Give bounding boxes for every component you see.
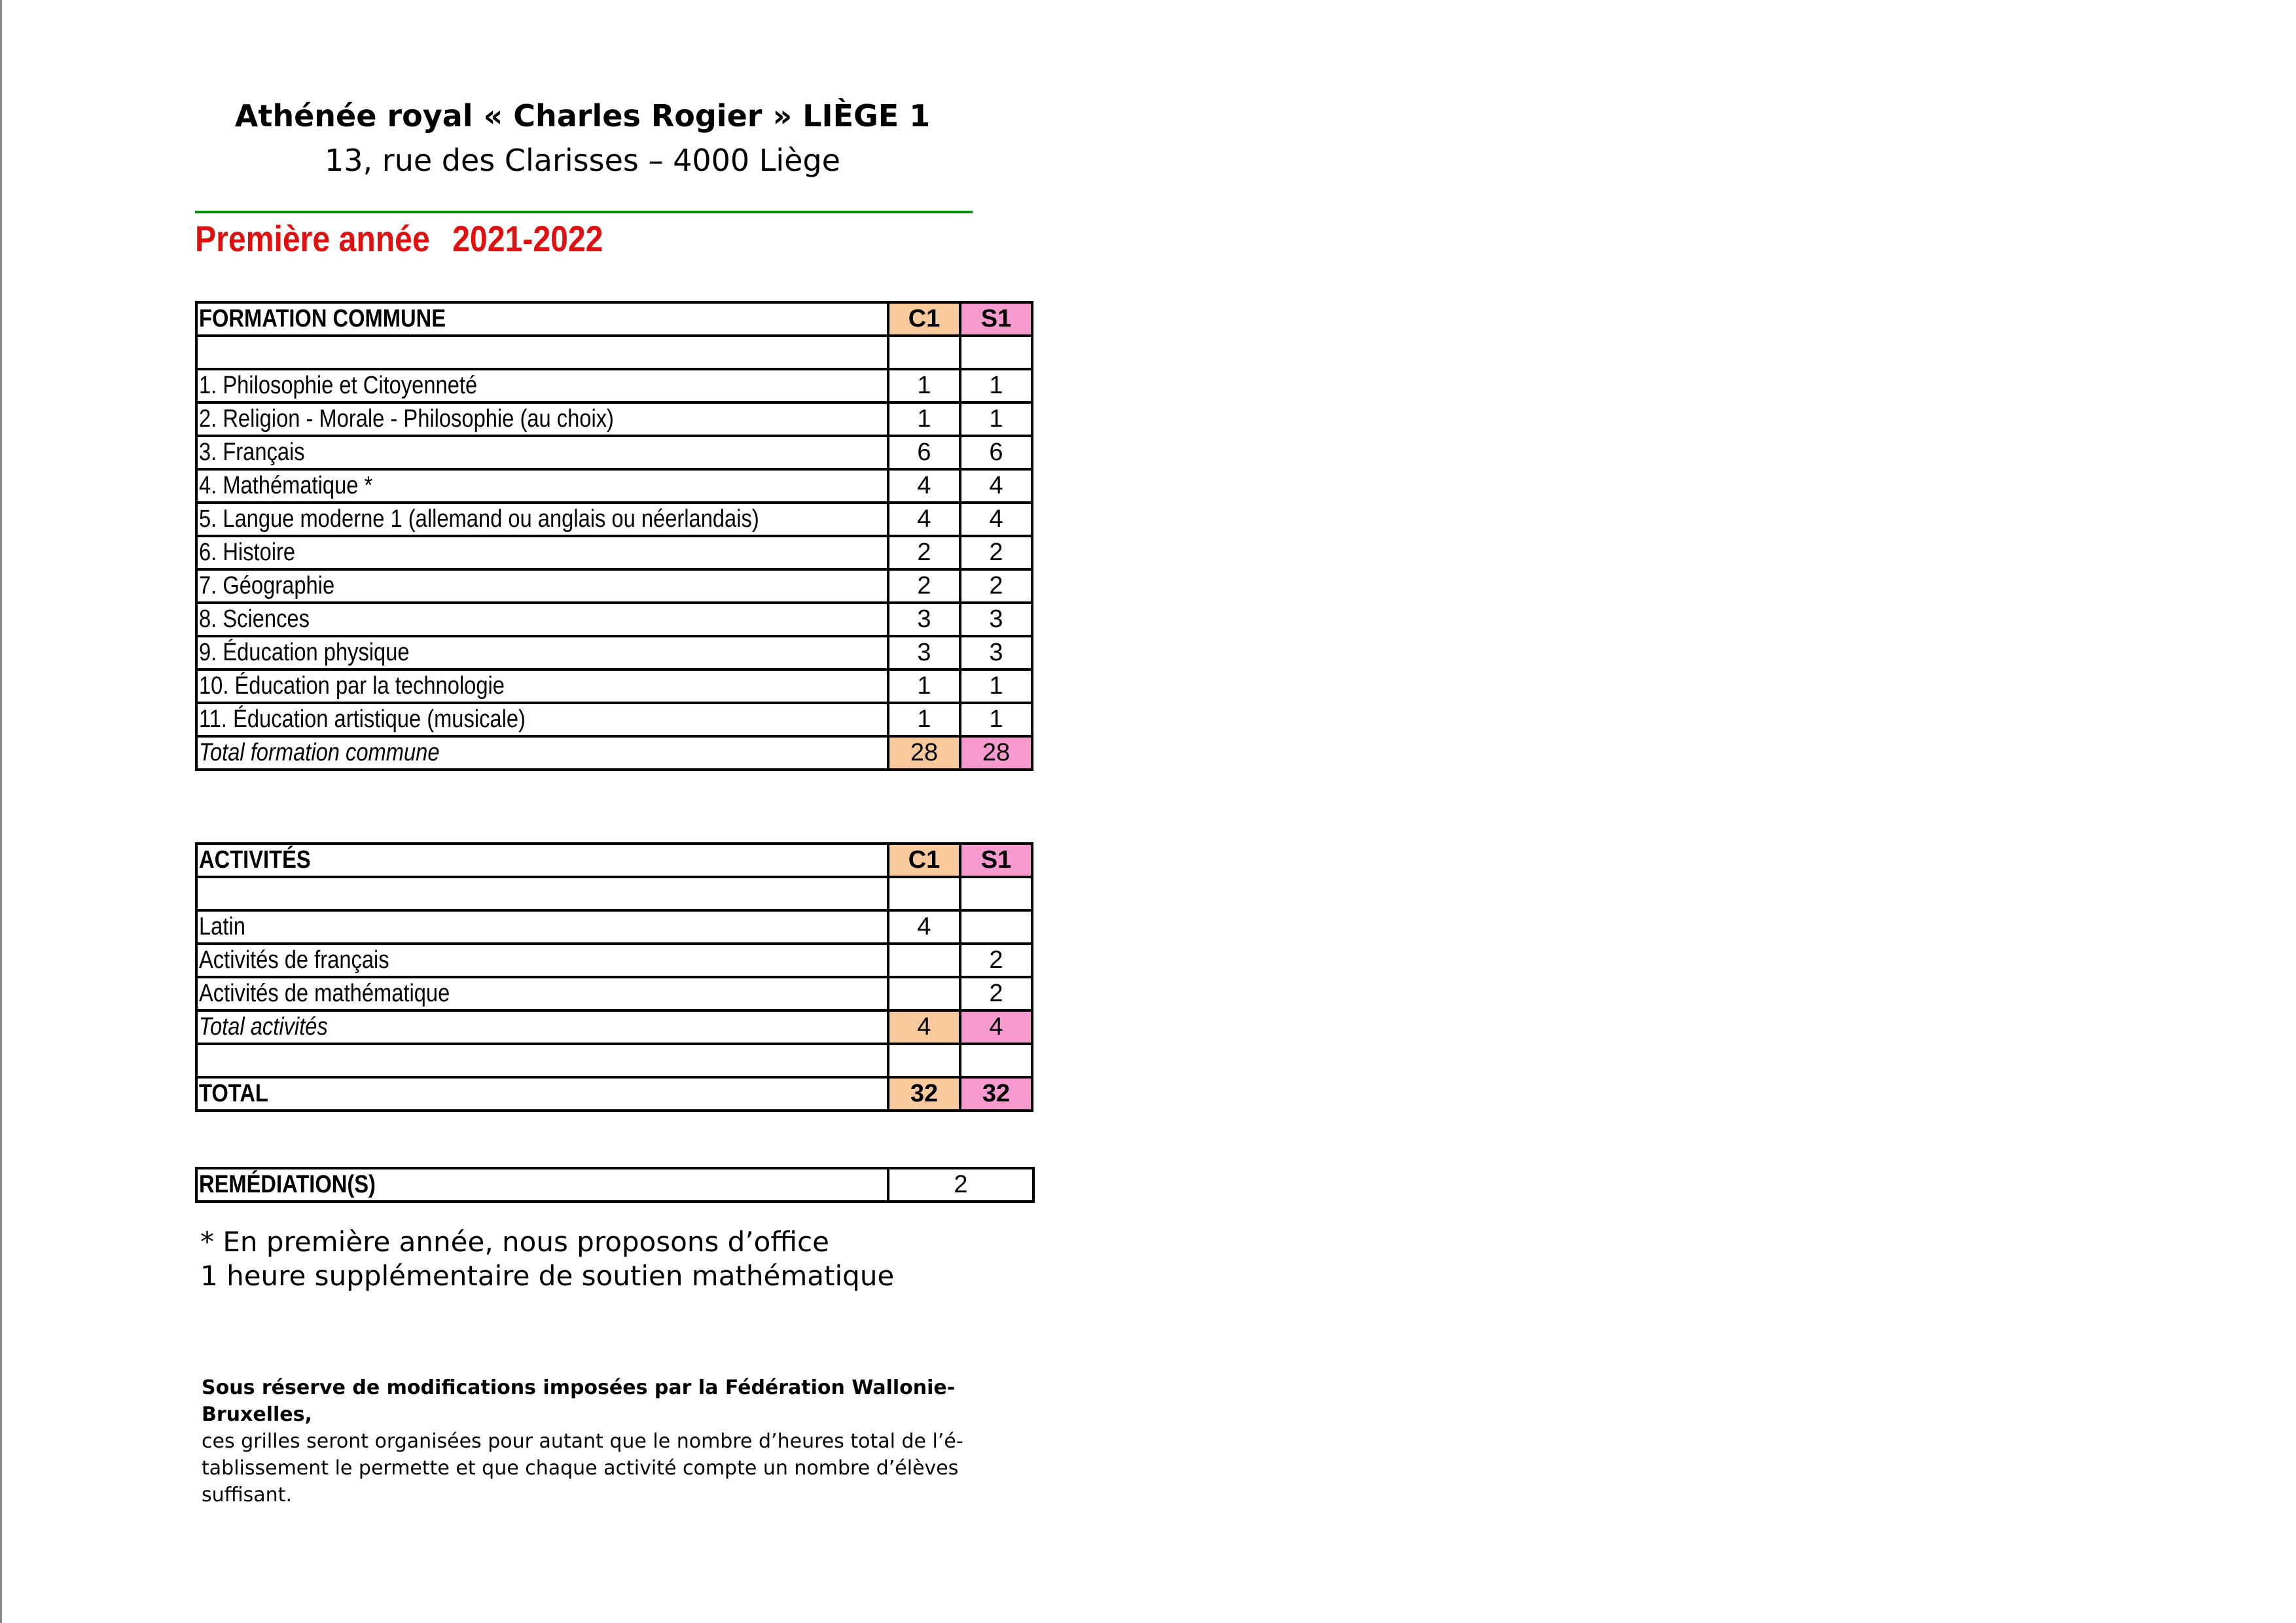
footnote-line-2: 1 heure supplémentaire de soutien mathématique: [200, 1260, 895, 1292]
table-row: [196, 703, 1032, 736]
total-row: [196, 1010, 1032, 1044]
table-row: [196, 944, 1032, 977]
row-label: 11. Éducation artistique (musicale): [196, 703, 888, 736]
column-header-s1: S1: [960, 302, 1032, 336]
row-value-c1: 4: [888, 503, 960, 536]
row-label: 4. Mathématique *: [196, 469, 888, 503]
row-label: 2. Religion - Morale - Philosophie (au choix): [196, 402, 888, 436]
table-row: [196, 469, 1032, 503]
row-label: Activités de mathématique: [196, 977, 888, 1010]
table-row: [196, 436, 1032, 469]
row-value-c1: 32: [888, 1077, 960, 1111]
row-value-c1: 4: [888, 910, 960, 944]
table-row: [196, 503, 1032, 536]
table-row: [196, 536, 1032, 569]
table-row: [196, 402, 1032, 436]
row-value-s1: 2: [960, 569, 1032, 603]
column-header-s1: S1: [960, 844, 1032, 877]
row-value-s1: 2: [960, 536, 1032, 569]
column-header-c1: C1: [888, 302, 960, 336]
row-value-s1: 2: [960, 977, 1032, 1010]
header-divider: [195, 211, 973, 213]
row-value-c1: 1: [888, 669, 960, 703]
remediation-label: REMÉDIATION(S): [196, 1168, 888, 1202]
row-label: 7. Géographie: [196, 569, 888, 603]
row-value-s1: 28: [960, 736, 1032, 770]
row-value-c1: 28: [888, 736, 960, 770]
table-row: [196, 669, 1032, 703]
row-value-s1: 4: [960, 469, 1032, 503]
row-label: Latin: [196, 910, 888, 944]
total-row: [196, 736, 1032, 770]
formation-commune-table: [195, 301, 1033, 771]
remediation-row: [196, 1168, 1033, 1202]
row-value-c1: 6: [888, 436, 960, 469]
year-heading: [195, 217, 603, 260]
year-value: 2021-2022: [452, 218, 603, 259]
row-label: 5. Langue moderne 1 (allemand ou anglais ou néerlandais): [196, 503, 888, 536]
row-value-c1: [888, 944, 960, 977]
table-row: [196, 977, 1032, 1010]
row-label: Activités de français: [196, 944, 888, 977]
year-label: Première année: [195, 218, 430, 259]
table-row: [196, 569, 1032, 603]
row-value-c1: 4: [888, 1010, 960, 1044]
disclaimer: [202, 1374, 1033, 1508]
table-header-row: [196, 844, 1032, 877]
remediation-table: [195, 1167, 1035, 1203]
row-label: 1. Philosophie et Citoyenneté: [196, 369, 888, 402]
footnote: [200, 1225, 894, 1293]
row-value-s1: 4: [960, 503, 1032, 536]
row-label: Total formation commune: [196, 736, 888, 770]
table-header-row: [196, 302, 1032, 336]
row-value-s1: 3: [960, 603, 1032, 636]
row-value-c1: 2: [888, 536, 960, 569]
row-value-c1: [888, 977, 960, 1010]
empty-row: [196, 336, 1032, 369]
row-value-s1: 4: [960, 1010, 1032, 1044]
page-left-edge: [0, 0, 2, 1623]
row-value-s1: 6: [960, 436, 1032, 469]
school-name: Athénée royal « Charles Rogier » LIÈGE 1: [234, 98, 931, 134]
table-row: [196, 636, 1032, 669]
row-value-c1: 1: [888, 402, 960, 436]
row-label: TOTAL: [196, 1077, 888, 1111]
row-label: 10. Éducation par la technologie: [196, 669, 888, 703]
section-title: FORMATION COMMUNE: [196, 302, 888, 336]
row-label: 3. Français: [196, 436, 888, 469]
footnote-line-1: * En première année, nous proposons d’office: [200, 1226, 829, 1258]
row-value-s1: 2: [960, 944, 1032, 977]
empty-row: [196, 1044, 1032, 1077]
disclaimer-bold: Sous réserve de modifications imposées par la Fédération Wallonie-Bruxelles,: [202, 1376, 956, 1426]
table-row: [196, 603, 1032, 636]
table-row: [196, 369, 1032, 402]
row-value-c1: 3: [888, 636, 960, 669]
row-value-s1: 1: [960, 369, 1032, 402]
row-label: Total activités: [196, 1010, 888, 1044]
remediation-value: 2: [888, 1168, 1033, 1202]
row-value-c1: 2: [888, 569, 960, 603]
school-address: 13, rue des Clarisses – 4000 Liège: [325, 143, 840, 178]
row-value-s1: 1: [960, 669, 1032, 703]
column-header-c1: C1: [888, 844, 960, 877]
row-value-s1: 1: [960, 703, 1032, 736]
row-value-s1: 3: [960, 636, 1032, 669]
empty-row: [196, 877, 1032, 910]
table-row: [196, 910, 1032, 944]
row-value-s1: [960, 910, 1032, 944]
grand-total-row: [196, 1077, 1032, 1111]
row-value-c1: 3: [888, 603, 960, 636]
row-label: 9. Éducation physique: [196, 636, 888, 669]
row-label: 8. Sciences: [196, 603, 888, 636]
row-value-s1: 1: [960, 402, 1032, 436]
row-value-s1: 32: [960, 1077, 1032, 1111]
section-title: ACTIVITÉS: [196, 844, 888, 877]
row-label: 6. Histoire: [196, 536, 888, 569]
activites-table: [195, 842, 1033, 1112]
row-value-c1: 4: [888, 469, 960, 503]
disclaimer-text: ces grilles seront organisées pour autant que le nombre d’heures total de l’é-tablissement le permette et que chaque activité compte un nombre d’élèves suffisant.: [202, 1430, 963, 1507]
row-value-c1: 1: [888, 703, 960, 736]
row-value-c1: 1: [888, 369, 960, 402]
